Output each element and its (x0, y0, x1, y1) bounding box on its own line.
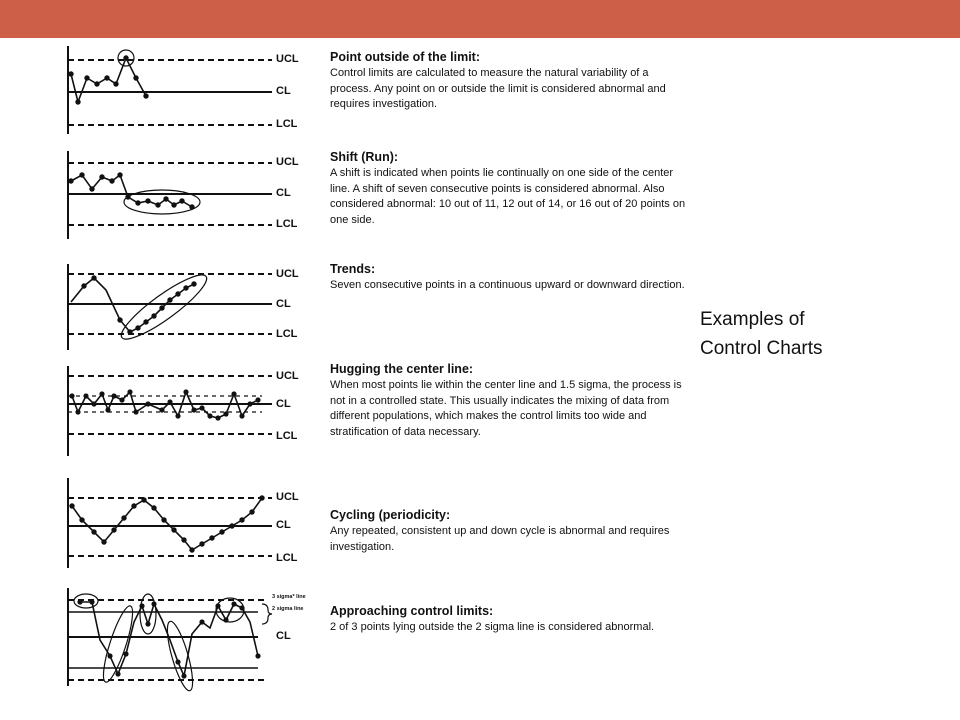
cl-label: CL (276, 519, 291, 531)
chart-cycling (62, 476, 312, 576)
lcl-label: LCL (276, 328, 298, 340)
ucl-label: UCL (276, 268, 299, 280)
panel-title: Trends: (330, 262, 376, 276)
sigma-brace (262, 604, 272, 624)
lcl-label: LCL (276, 218, 298, 230)
highlight-ellipses (74, 594, 244, 693)
panel-text: Control limits are calculated to measure the natural variability of a process. Any point on or outside the limit is considered abnormal and requires investigation. (330, 67, 666, 110)
slide-caption (700, 305, 940, 363)
panel-text: 2 of 3 points lying outside the 2 sigma line is considered abnormal. (330, 621, 655, 633)
panel-description-point-outside (330, 50, 692, 113)
lcl-label: LCL (276, 118, 298, 130)
lcl-label: LCL (276, 430, 298, 442)
cl-label: CL (276, 398, 291, 410)
panel-text: Any repeated, consistent up and down cycle is abnormal and requires investigation. (330, 525, 670, 553)
panel-title: Hugging the center line: (330, 362, 474, 376)
panel-description-cycling (330, 508, 692, 555)
panel-title: Point outside of the limit: (330, 50, 480, 64)
panel-text: A shift is indicated when points lie continually on one side of the center line. A shift of seven consecutive points is considered abnormal. Also considered abnormal: 10 out of 11, 12 out of 14, or 16 out of 20 points on one side. (330, 167, 686, 226)
ucl-label: UCL (276, 53, 299, 65)
panel-description-hugging (330, 362, 692, 440)
panel-description-trends (330, 262, 692, 294)
panel-title: Cycling (periodicity: (330, 508, 451, 522)
chart-approaching-limits (62, 586, 312, 694)
caption-line-2: Control Charts (700, 338, 823, 359)
cl-label: CL (276, 298, 291, 310)
control-chart-examples-figure (62, 44, 692, 694)
panel-text: Seven consecutive points in a continuous upward or downward direction. (330, 279, 685, 291)
title-bar (0, 0, 960, 38)
panel-title: Shift (Run): (330, 150, 399, 164)
chart-trends (62, 262, 312, 357)
cl-label: CL (276, 85, 291, 97)
panel-description-shift (330, 150, 692, 228)
panel-title: Approaching control limits: (330, 604, 494, 618)
caption-line-1: Examples of (700, 309, 805, 330)
lcl-label: LCL (276, 552, 298, 564)
ucl-label: UCL (276, 491, 299, 503)
chart-hugging (62, 364, 312, 464)
chart-shift (62, 149, 312, 244)
cl-label: CL (276, 630, 291, 642)
chart-point-outside (62, 44, 312, 139)
three-sigma-label: 3 sigma* line (272, 594, 306, 600)
two-sigma-label: 2 sigma line (272, 606, 304, 612)
ucl-label: UCL (276, 370, 299, 382)
data-line (80, 602, 258, 676)
panel-description-approaching (330, 604, 692, 636)
panel-text: When most points lie within the center line and 1.5 sigma, the process is not in a controlled state. This usually indicates the mixing of data from different populations, which makes the control limits too wide and stratification of data necessary. (330, 379, 682, 438)
ucl-label: UCL (276, 156, 299, 168)
cl-label: CL (276, 187, 291, 199)
